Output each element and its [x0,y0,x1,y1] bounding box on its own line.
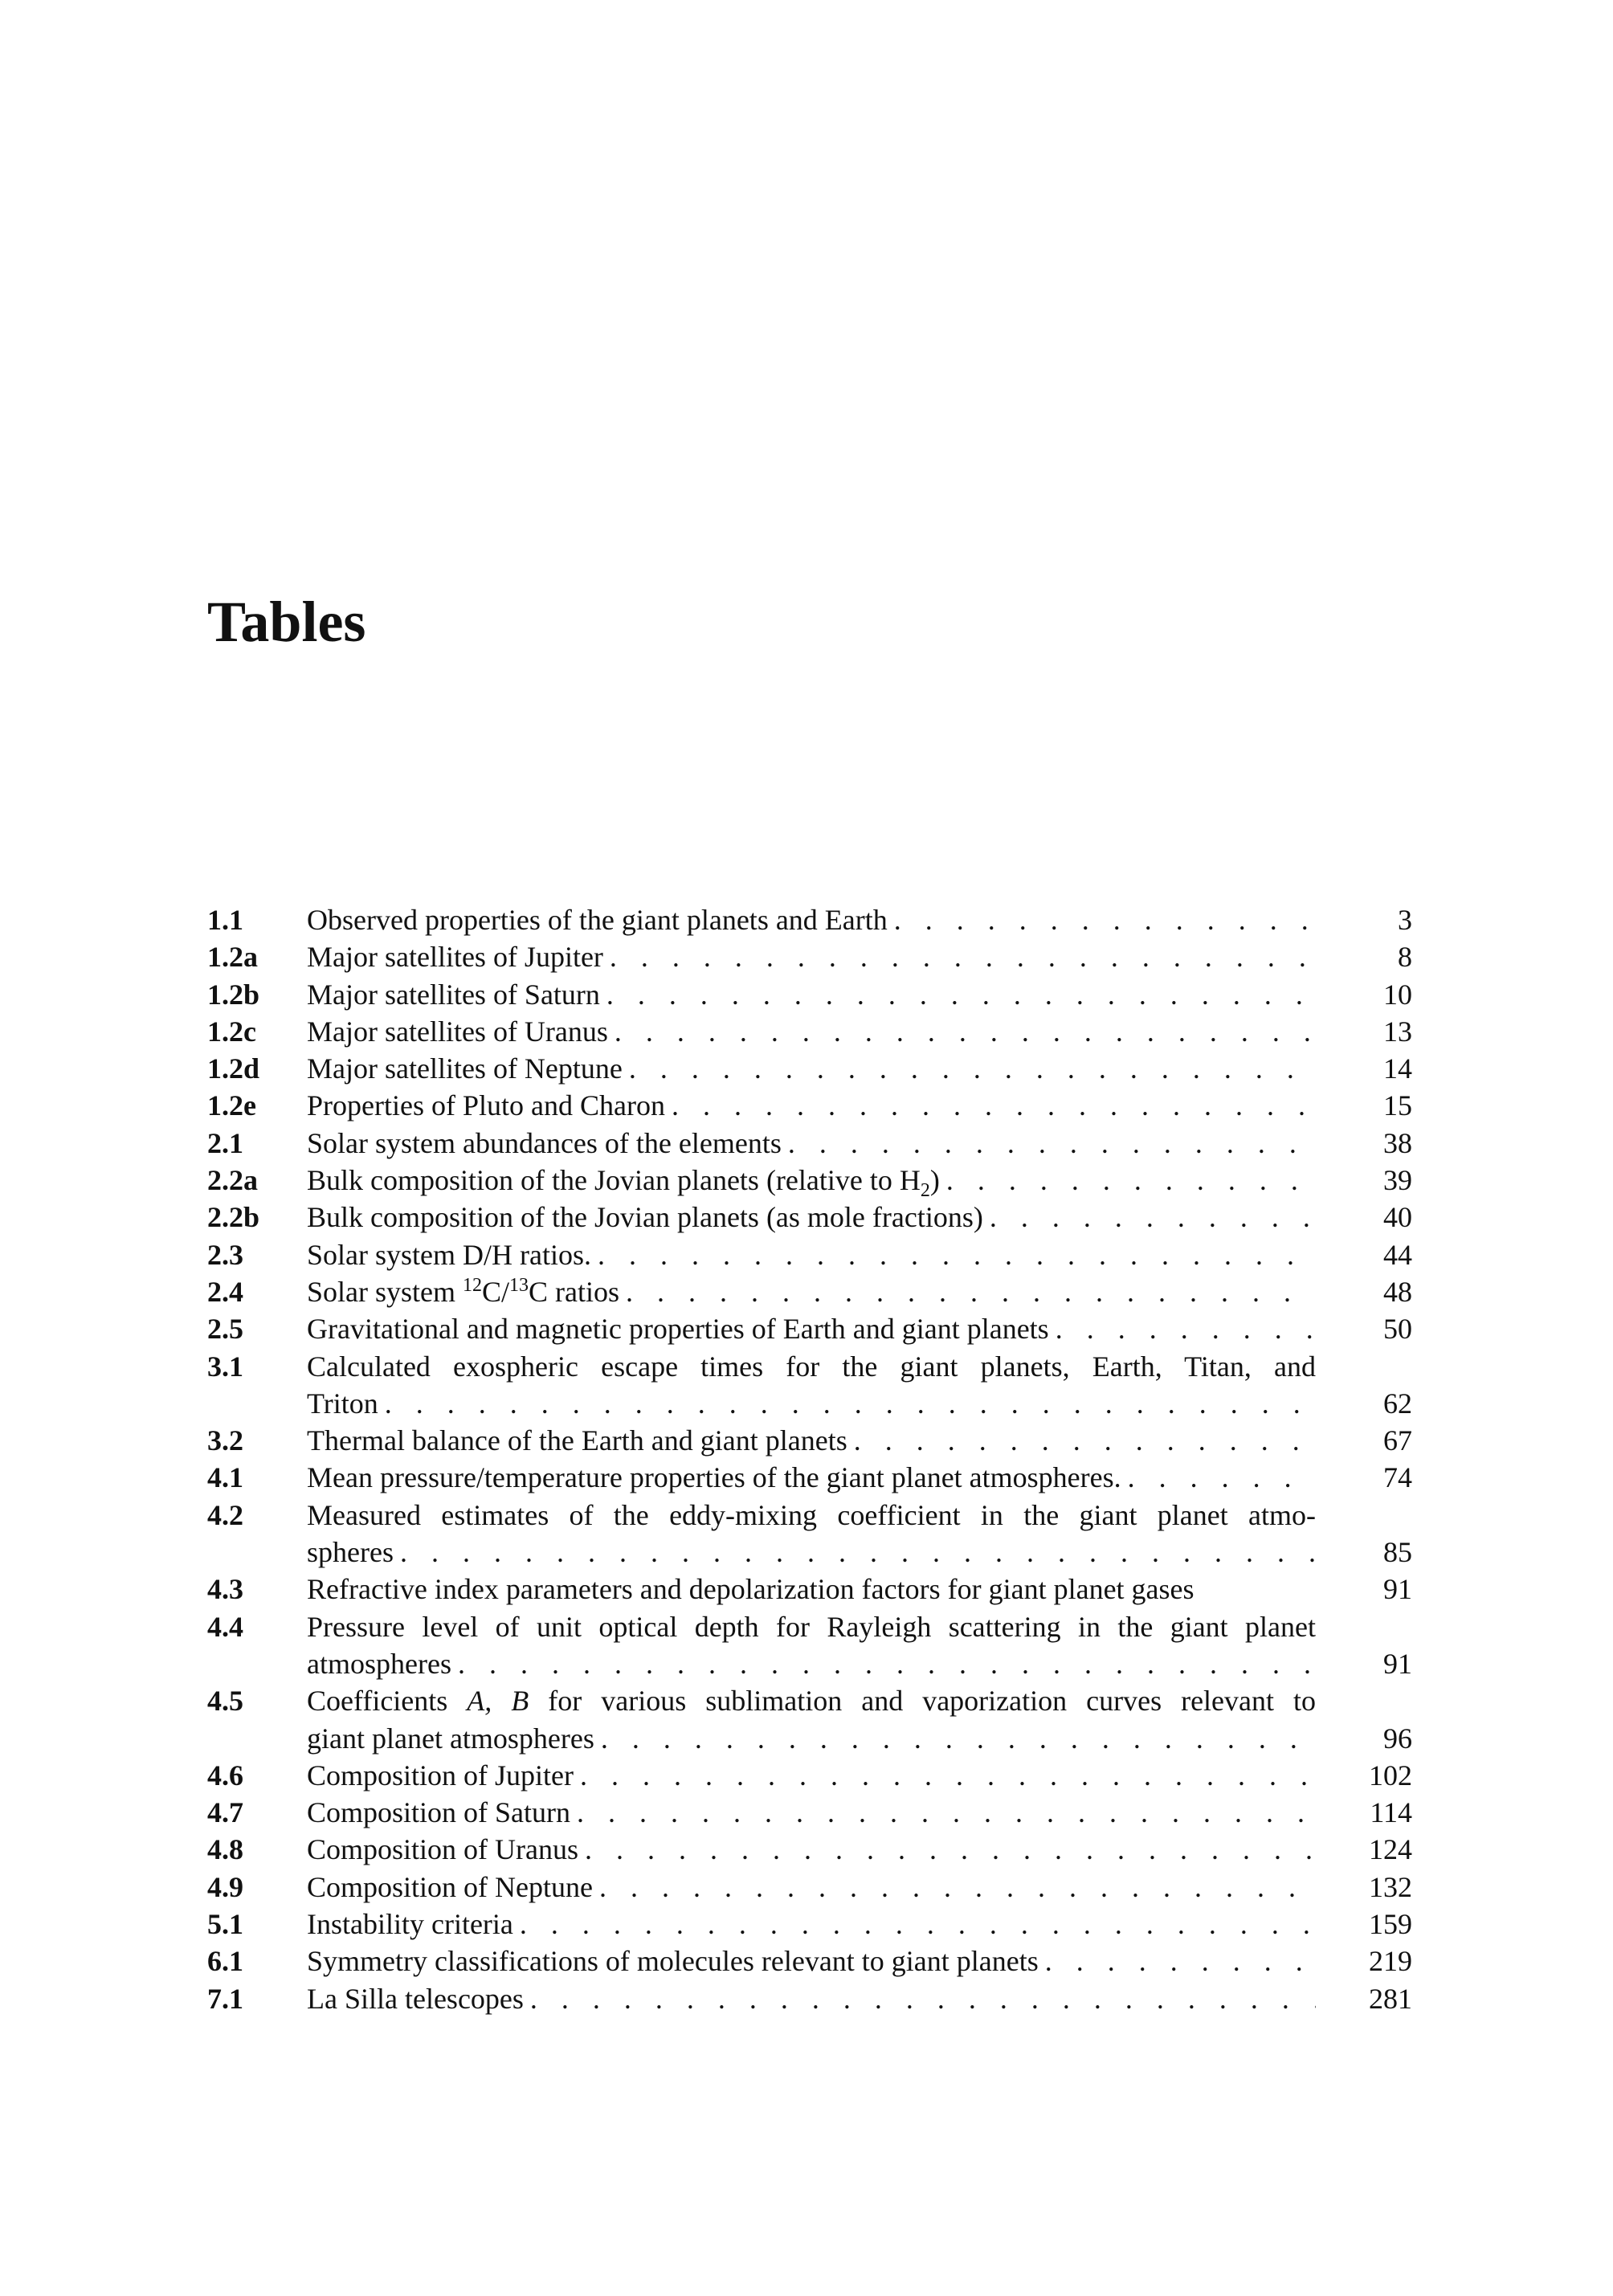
table-entry[interactable] [207,1757,1412,1794]
entry-number: 1.2a [207,941,258,974]
entry-page: 62 [1383,1387,1412,1420]
entry-title: Observed properties of the giant planets and Earth [307,904,888,936]
page-title: Tables [207,590,366,654]
dot-leader [983,1199,1316,1236]
table-entry[interactable] [207,1459,1412,1496]
entry-number: 2.1 [207,1126,243,1159]
entry-title: Major satellites of Uranus [307,1015,608,1048]
dot-leader [513,1906,1316,1943]
entry-page: 91 [1383,1573,1412,1606]
dot-leader [394,1534,1316,1571]
entry-page: 124 [1369,1833,1412,1866]
dot-leader [940,1162,1316,1199]
entry-title: Thermal balance of the Earth and giant planets [307,1424,847,1457]
entry-number: 4.4 [207,1610,243,1643]
entry-page: 40 [1383,1201,1412,1234]
entry-title: Composition of Saturn [307,1796,571,1829]
table-entry[interactable] [207,1422,1412,1459]
table-entry[interactable] [207,1013,1412,1050]
entry-title-line1: Measured estimates of the eddy-mixing coefficient in the giant planet atmo- [307,1498,1316,1531]
dot-leader [619,1273,1316,1310]
entry-title-line1: Pressure level of unit optical depth for Rayleigh scattering in the giant planet [307,1610,1316,1643]
table-entry[interactable] [207,1943,1412,1979]
dot-leader [594,1720,1316,1757]
table-entry[interactable] [207,1273,1412,1310]
table-entry[interactable] [207,1087,1412,1124]
dot-leader [593,1869,1316,1906]
entry-number: 3.1 [207,1350,243,1383]
entry-title: Properties of Pluto and Charon [307,1089,665,1122]
entry-number: 3.2 [207,1424,243,1457]
table-entry[interactable] [207,1608,1412,1683]
entry-title: giant planet atmospheres [307,1722,594,1755]
entry-page: 8 [1398,941,1412,974]
table-entry[interactable] [207,1050,1412,1087]
table-entry[interactable] [207,1906,1412,1943]
dot-leader [603,938,1316,975]
entry-number: 6.1 [207,1945,243,1978]
table-entry[interactable] [207,1199,1412,1236]
entry-page: 3 [1398,904,1412,936]
entry-title-line1: Calculated exospheric escape times for the giant planets, Earth, Titan, and [307,1350,1316,1383]
entry-number: 2.3 [207,1238,243,1271]
entry-page: 14 [1383,1052,1412,1085]
table-entry[interactable] [207,1310,1412,1347]
entry-number: 1.2c [207,1015,256,1048]
dot-leader [570,1794,1316,1831]
entry-title: La Silla telescopes [307,1982,524,2015]
dot-leader [451,1645,1316,1682]
entry-page: 219 [1369,1945,1412,1978]
entry-title: Major satellites of Jupiter [307,941,603,974]
dot-leader [888,901,1316,938]
dot-leader [847,1422,1316,1459]
table-list [207,901,1412,2017]
entry-number: 4.7 [207,1796,243,1829]
entry-page: 15 [1383,1089,1412,1122]
entry-title: Mean pressure/temperature properties of the giant planet atmospheres. [307,1461,1121,1494]
entry-number: 7.1 [207,1982,243,2015]
entry-title: Major satellites of Neptune [307,1052,623,1085]
entry-title: Bulk composition of the Jovian planets (as mole fractions) [307,1201,983,1234]
entry-number: 4.1 [207,1461,243,1494]
dot-leader [1049,1310,1316,1347]
table-entry[interactable] [207,1125,1412,1162]
table-entry[interactable] [207,901,1412,938]
entry-title: Composition of Jupiter [307,1759,574,1791]
entry-page: 102 [1369,1759,1412,1791]
entry-title: Composition of Neptune [307,1870,593,1903]
entry-title: atmospheres [307,1647,451,1680]
entry-title: Solar system D/H ratios. [307,1238,591,1271]
table-entry[interactable] [207,938,1412,975]
entry-title-line1: Coefficients A, B for various sublimation and vaporization curves relevant to [307,1685,1317,1718]
table-entry[interactable] [207,1794,1412,1831]
entry-page: 132 [1369,1870,1412,1903]
entry-title: Gravitational and magnetic properties of Earth and giant planets [307,1313,1049,1346]
entry-number: 2.2a [207,1164,258,1197]
table-entry[interactable] [207,1236,1412,1273]
dot-leader [378,1385,1316,1422]
table-entry[interactable] [207,1869,1412,1906]
entry-title: Refractive index parameters and depolarization factors for giant planet gases [307,1573,1194,1606]
entry-number: 4.5 [207,1685,243,1718]
entry-number: 4.6 [207,1759,243,1791]
dot-leader [782,1125,1316,1162]
dot-leader [665,1087,1316,1124]
dot-leader [600,976,1316,1013]
table-entry[interactable] [207,1980,1412,2017]
entry-title: Composition of Uranus [307,1833,578,1866]
dot-leader [591,1236,1316,1273]
entry-number: 2.2b [207,1201,260,1234]
entry-title: Bulk composition of the Jovian planets (relative to $H_2$) [307,1164,940,1202]
entry-title: Solar system abundances of the elements [307,1126,782,1159]
table-entry[interactable] [207,1497,1412,1571]
entry-page: 13 [1383,1015,1412,1048]
entry-page: 281 [1369,1982,1412,2015]
entry-number: 4.2 [207,1498,243,1531]
entry-page: 114 [1370,1796,1412,1829]
entry-title: Symmetry classifications of molecules relevant to giant planets [307,1945,1039,1978]
entry-page: 91 [1383,1647,1412,1680]
entry-title: Major satellites of Saturn [307,978,600,1011]
dot-leader [608,1013,1316,1050]
entry-number: 2.5 [207,1313,243,1346]
table-entry[interactable] [207,1348,1412,1423]
entry-number: 1.2d [207,1052,260,1085]
entry-page: 44 [1383,1238,1412,1271]
table-entry[interactable] [207,1162,1412,1202]
entry-page: 10 [1383,978,1412,1011]
entry-number: 2.4 [207,1275,243,1308]
table-entry[interactable] [207,1682,1412,1757]
dot-leader [623,1050,1316,1087]
entry-page: 96 [1383,1722,1412,1755]
entry-number: 1.1 [207,904,243,936]
entry-page: 74 [1383,1461,1412,1494]
entry-number: 1.2e [207,1089,256,1122]
entry-page: 48 [1383,1275,1412,1308]
entry-title: Instability criteria [307,1908,513,1941]
entry-page: 85 [1383,1536,1412,1569]
entry-title: spheres [307,1536,394,1569]
dot-leader [1121,1459,1316,1496]
entry-title: Solar system $^{12}$C/$^{13}$C ratios [307,1274,620,1308]
entry-page: 67 [1383,1424,1412,1457]
table-entry[interactable] [207,976,1412,1013]
entry-number: 4.8 [207,1833,243,1866]
entry-page: 159 [1369,1908,1412,1941]
dot-leader [574,1757,1316,1794]
entry-page: 50 [1383,1313,1412,1346]
table-entry[interactable] [207,1571,1412,1608]
entry-number: 5.1 [207,1908,243,1941]
entry-number: 1.2b [207,978,260,1011]
dot-leader [524,1980,1316,2017]
dot-leader [1039,1943,1316,1979]
entry-number: 4.9 [207,1870,243,1903]
entry-number: 4.3 [207,1573,243,1606]
entry-page: 39 [1383,1164,1412,1197]
entry-title: Triton [307,1387,378,1420]
dot-leader [578,1831,1316,1868]
entry-page: 38 [1383,1126,1412,1159]
table-entry[interactable] [207,1831,1412,1868]
